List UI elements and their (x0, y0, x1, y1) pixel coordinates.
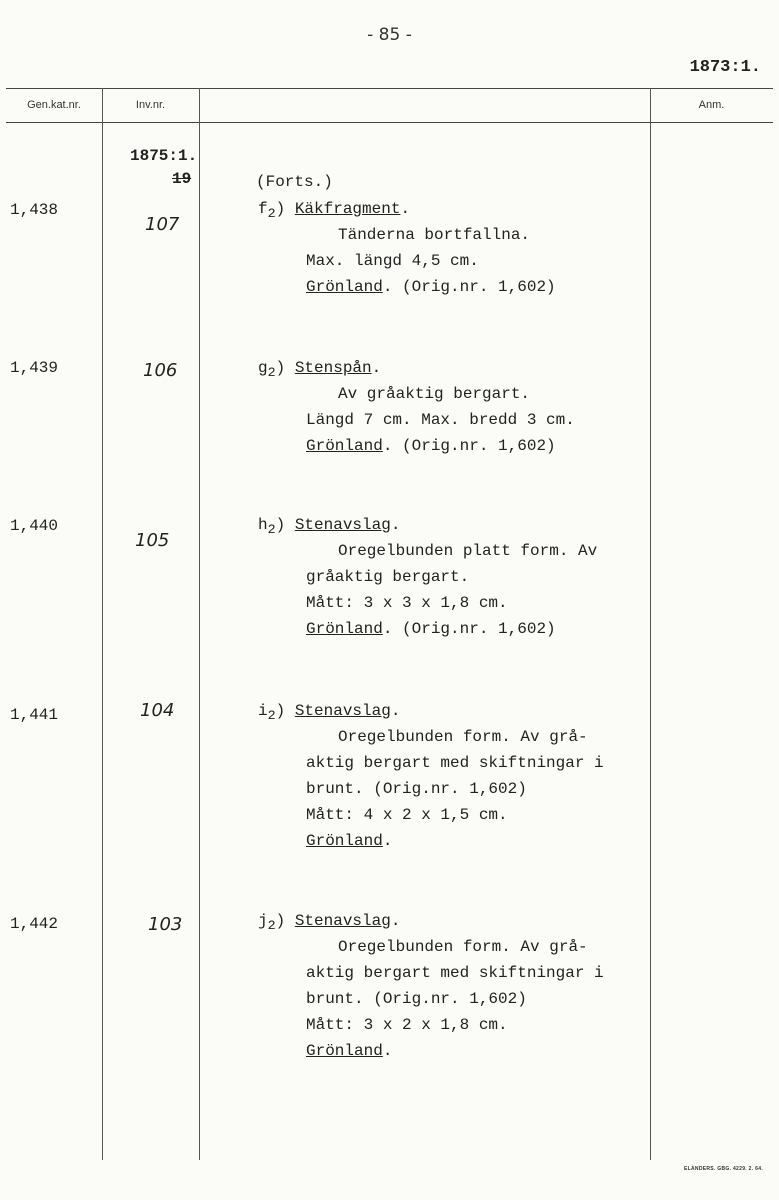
entry-line: Oregelbunden platt form. Av (338, 542, 598, 560)
entry-line: brunt. (Orig.nr. 1,602) (306, 780, 527, 798)
entry-line: gråaktig bergart. (306, 568, 470, 586)
entry-place-line: Grönland. (Orig.nr. 1,602) (306, 437, 556, 455)
entry-title-line: $i_2$) Stenavslag. (258, 702, 401, 725)
entry-title: Stenavslag (294, 702, 391, 720)
inv-number: 104 (140, 700, 175, 721)
column-divider-gen (102, 88, 103, 1160)
entry-place: Grönland (306, 278, 383, 296)
gen-number: 1,438 (10, 201, 59, 219)
entry-title-line: $h_2$) Stenavslag. (258, 516, 401, 539)
entry-letter: g (258, 359, 268, 377)
entry-line: aktig bergart med skiftningar i (306, 754, 604, 772)
header-inv: Inv.nr. (135, 99, 166, 111)
entry-place-line: Grönland. (306, 1042, 393, 1060)
entry-line: brunt. (Orig.nr. 1,602) (306, 990, 527, 1008)
entry-place: Grönland (306, 1042, 383, 1060)
entry-orig: (Orig.nr. 1,602) (402, 437, 556, 455)
continued-label: (Forts.) (256, 173, 333, 191)
entry-title-line: $f_2$) Käkfragment. (258, 200, 411, 223)
entry-description (258, 908, 604, 1064)
entry-place: Grönland (306, 437, 383, 455)
header-bottom-rule (6, 122, 773, 123)
entry-letter-sub: 2 (267, 207, 276, 223)
entry-line: Tänderna bortfallna. (338, 226, 531, 244)
entry-description (258, 196, 556, 300)
printer-footer: ELANDERS. GBG. 4229. 2. 64. (684, 1166, 763, 1172)
entry-letter: j (258, 912, 268, 930)
entry-description (258, 355, 575, 459)
entry-title-line: $j_2$) Stenavslag. (258, 912, 401, 935)
header-top-rule (6, 88, 773, 89)
entry-letter-sub: 2 (267, 919, 276, 935)
entry-letter-sub: 2 (267, 523, 276, 539)
entry-place: Grönland (306, 620, 383, 638)
gen-number: 1,440 (10, 517, 59, 535)
inv-number: 103 (148, 914, 183, 935)
entry-title: Stenavslag (294, 912, 391, 930)
gen-number: 1,439 (10, 359, 59, 377)
entry-place-line: Grönland. (Orig.nr. 1,602) (306, 620, 556, 638)
entry-title: Käkfragment (294, 200, 401, 218)
entry-title: Stenavslag (294, 516, 391, 534)
entry-place: Grönland (306, 832, 383, 850)
column-divider-inv (199, 88, 200, 1160)
entry-letter: f (258, 200, 268, 218)
entry-title-line: $g_2$) Stenspån. (258, 359, 382, 382)
gen-number: 1,441 (10, 706, 59, 724)
header-anm: Anm. (698, 99, 725, 111)
subheader-code: 1875:1. (130, 147, 198, 165)
entry-letter: h (258, 516, 268, 534)
entry-line: Längd 7 cm. Max. bredd 3 cm. (306, 411, 575, 429)
inv-struck: 19 (172, 170, 192, 188)
top-code: 1873:1. (689, 58, 761, 77)
gen-number: 1,442 (10, 915, 59, 933)
entry-description (258, 698, 604, 854)
entry-line: Mått: 4 x 2 x 1,5 cm. (306, 806, 508, 824)
page-number: - 85 - (367, 25, 412, 45)
entry-letter-sub: 2 (267, 709, 276, 725)
entry-line: Mått: 3 x 2 x 1,8 cm. (306, 1016, 508, 1034)
entry-place-line: Grönland. (Orig.nr. 1,602) (306, 278, 556, 296)
entry-line: Oregelbunden form. Av grå- (338, 728, 588, 746)
column-divider-anm (650, 88, 651, 1160)
entry-line: Max. längd 4,5 cm. (306, 252, 479, 270)
inv-number: 107 (145, 214, 180, 235)
entry-orig: (Orig.nr. 1,602) (402, 620, 556, 638)
entry-description (258, 512, 597, 642)
entry-title: Stenspån (294, 359, 372, 377)
entry-orig: (Orig.nr. 1,602) (402, 278, 556, 296)
inv-number: 105 (135, 530, 170, 551)
entry-line: Av gråaktig bergart. (338, 385, 531, 403)
entry-line: Mått: 3 x 3 x 1,8 cm. (306, 594, 508, 612)
entry-place-line: Grönland. (306, 832, 393, 850)
entry-line: Oregelbunden form. Av grå- (338, 938, 588, 956)
entry-letter-sub: 2 (267, 366, 276, 382)
entry-line: aktig bergart med skiftningar i (306, 964, 604, 982)
header-gen: Gen.kat.nr. (27, 99, 81, 111)
entry-letter: i (258, 702, 268, 720)
inv-number: 106 (143, 360, 178, 381)
